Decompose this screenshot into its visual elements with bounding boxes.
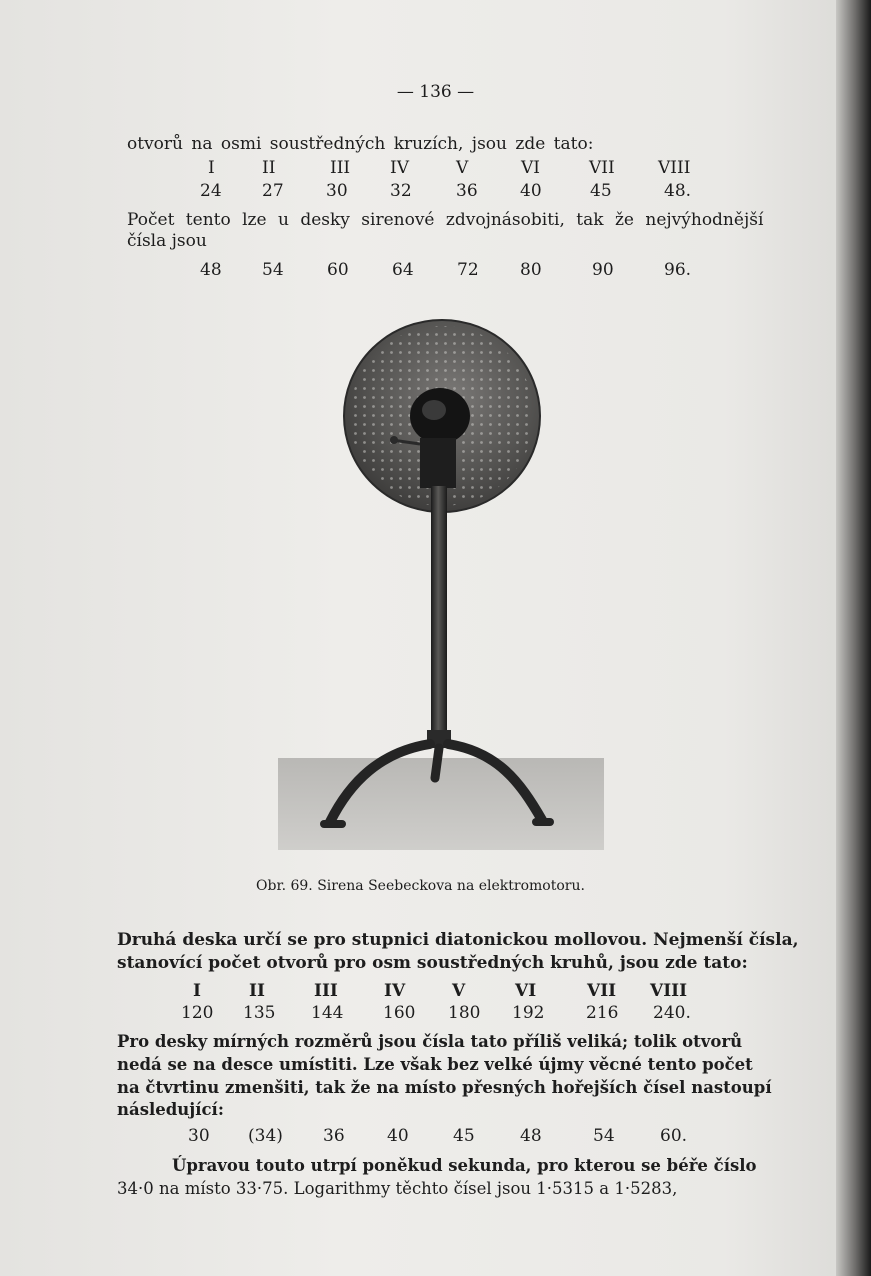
text-line: 34·0 na místo 33·75. Logarithmy těchto čísel jsou 1·5315 a 1·5283, <box>117 1179 678 1198</box>
text-line: následující: <box>117 1100 224 1119</box>
number-value: 144 <box>311 1003 344 1023</box>
roman-numeral: VII <box>587 981 617 1001</box>
number-value: 45 <box>453 1126 475 1146</box>
page-edge-shadow <box>836 0 871 1276</box>
roman-numeral: V <box>452 981 466 1001</box>
number-value: 27 <box>262 181 284 201</box>
roman-numeral: I <box>208 158 215 178</box>
text-line: na čtvrtinu zmenšiti, tak že na místo přesných hořejších čísel nastoupí <box>117 1078 772 1097</box>
number-value: 192 <box>512 1003 545 1023</box>
number-value: 160 <box>383 1003 416 1023</box>
number-row <box>0 1125 871 1147</box>
number-value: 60 <box>327 260 349 280</box>
roman-numeral: II <box>249 981 265 1001</box>
number-value: (34) <box>248 1126 283 1146</box>
number-value: 72 <box>457 260 479 280</box>
roman-numeral: III <box>330 158 351 178</box>
roman-numeral-row <box>0 980 871 1002</box>
number-value: 36 <box>456 181 478 201</box>
text-line: čísla jsou <box>127 231 207 251</box>
number-value: 48 <box>520 1126 542 1146</box>
number-value: 120 <box>181 1003 214 1023</box>
roman-numeral-row <box>0 158 871 180</box>
number-value: 54 <box>262 260 284 280</box>
number-value: 240. <box>653 1003 691 1023</box>
number-value: 40 <box>387 1126 409 1146</box>
text-line: Počet tento lze u desky sirenové zdvojnásobiti, tak že nejvýhodnější <box>127 210 764 230</box>
number-value: 135 <box>243 1003 276 1023</box>
number-row <box>0 260 871 282</box>
number-value: 80 <box>520 260 542 280</box>
text-line: Pro desky mírných rozměrů jsou čísla tato příliš veliká; tolik otvorů <box>117 1032 743 1051</box>
roman-numeral: I <box>193 981 201 1001</box>
number-value: 216 <box>586 1003 619 1023</box>
number-value: 40 <box>520 181 542 201</box>
number-value: 60. <box>660 1126 688 1146</box>
roman-numeral: V <box>456 158 469 178</box>
number-value: 90 <box>592 260 614 280</box>
number-value: 32 <box>390 181 412 201</box>
number-value: 30 <box>326 181 348 201</box>
number-value: 48. <box>664 181 692 201</box>
figure-caption: Obr. 69. Sirena Seebeckova na elektromotoru. <box>256 878 585 894</box>
text-line: stanovící počet otvorů pro osm soustředných kruhů, jsou zde tato: <box>117 953 748 973</box>
text-line: nedá se na desce umístiti. Lze však bez velké újmy věcné tento počet <box>117 1055 753 1074</box>
roman-numeral: VI <box>521 158 540 178</box>
roman-numeral: IV <box>390 158 409 178</box>
siren-illustration <box>270 312 615 860</box>
text-line: otvorů na osmi soustředných kruzích, jsou zde tato: <box>127 134 594 154</box>
roman-numeral: III <box>314 981 338 1001</box>
roman-numeral: IV <box>384 981 406 1001</box>
number-value: 36 <box>323 1126 345 1146</box>
number-value: 180 <box>448 1003 481 1023</box>
roman-numeral: II <box>262 158 276 178</box>
roman-numeral: VIII <box>658 158 691 178</box>
number-value: 45 <box>590 181 612 201</box>
page-number: — 136 — <box>396 82 475 102</box>
roman-numeral: VII <box>589 158 615 178</box>
number-value: 54 <box>593 1126 615 1146</box>
number-value: 30 <box>188 1126 210 1146</box>
stand-pole <box>431 486 447 736</box>
number-row <box>0 1002 871 1024</box>
number-value: 64 <box>392 260 414 280</box>
roman-numeral: VI <box>515 981 537 1001</box>
number-row <box>0 181 871 203</box>
roman-numeral: VIII <box>650 981 688 1001</box>
number-value: 96. <box>664 260 692 280</box>
number-value: 48 <box>200 260 222 280</box>
text-line: Druhá deska určí se pro stupnici diatonickou mollovou. Nejmenší čísla, <box>117 930 799 950</box>
number-value: 24 <box>200 181 222 201</box>
photo-background <box>278 758 604 850</box>
text-line: Úpravou touto utrpí poněkud sekunda, pro kterou se béře číslo <box>172 1156 757 1175</box>
